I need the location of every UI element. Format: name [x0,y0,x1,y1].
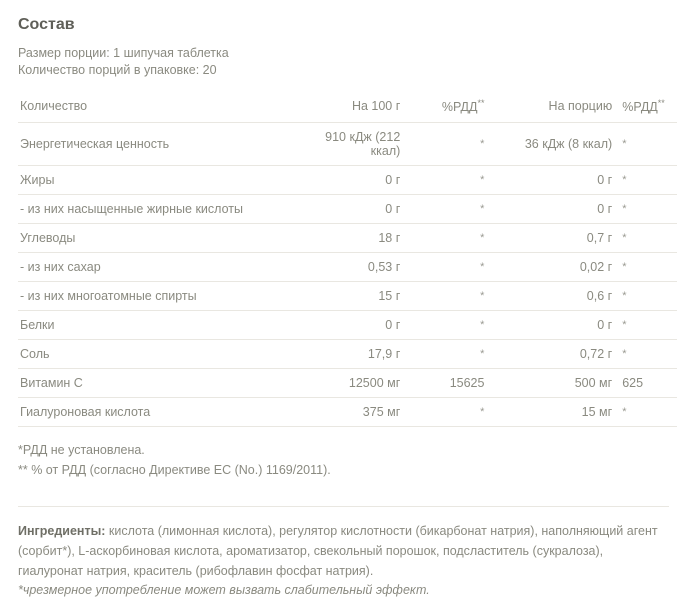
table-row [18,195,677,224]
ingredients-block [18,521,669,581]
table-row [18,398,677,427]
nutrient-name: - из них сахар [18,253,301,282]
nutrient-name: Углеводы [18,224,301,253]
nutrient-rda-serving: 625 [616,369,677,398]
nutrient-name: - из них многоатомные спирты [18,282,301,311]
nutrient-per-100g: 0 г [301,311,404,340]
table-row [18,282,677,311]
footnotes [18,441,673,480]
ingredients-text: кислота (лимонная кислота), регулятор кислотности (бикарбонат натрия), наполняющий агент (сорбит*), L-аскорбиновая кислота, ароматизатор, свекольный порошок, подсластитель (сукралоза), гиалуронат натрия, краситель (рибофлавин фосфат натрия). [18,523,658,578]
nutrient-rda-serving: * [616,311,677,340]
column-header-per-serving: На порцию [506,91,616,123]
nutrient-per-serving: 0,7 г [506,224,616,253]
column-header-per-100g: На 100 г [301,91,404,123]
nutrient-per-100g: 15 г [301,282,404,311]
nutrient-per-100g: 0,53 г [301,253,404,282]
ingredients-label: Ингредиенты: [18,523,106,538]
nutrient-rda-100g: * [404,398,506,427]
nutrient-rda-100g: 15625 [404,369,506,398]
nutrient-name: Гиалуроновая кислота [18,398,301,427]
nutrient-name: Витамин C [18,369,301,398]
page-title: Состав [18,16,75,33]
rda-sup-2: ** [657,98,665,108]
nutrient-rda-100g: * [404,340,506,369]
nutrient-rda-serving: * [616,340,677,369]
section-divider [18,506,669,507]
nutrient-rda-100g: * [404,253,506,282]
ingredients-warning: *чрезмерное употребление может вызвать слабительный эффект. [18,582,430,597]
nutrient-per-100g: 0 г [301,166,404,195]
nutrient-rda-100g: * [404,166,506,195]
nutrient-per-serving: 0 г [506,195,616,224]
nutrient-rda-serving: * [616,166,677,195]
nutrient-name: Жиры [18,166,301,195]
nutrient-rda-serving: * [616,398,677,427]
nutrient-per-serving: 0,72 г [506,340,616,369]
nutrient-per-serving: 0 г [506,311,616,340]
footnote-rda-not-established: *РДД не установлена. [18,443,145,458]
rda-sup-1: ** [477,98,485,108]
nutrient-name: Энергетическая ценность [18,123,301,166]
table-header-row [18,91,677,123]
nutrient-name: Белки [18,311,301,340]
nutrient-per-serving: 500 мг [506,369,616,398]
nutrient-per-100g: 12500 мг [301,369,404,398]
table-row [18,123,677,166]
table-row [18,311,677,340]
nutrient-rda-100g: * [404,224,506,253]
servings-per-container-line: Количество порций в упаковке: 20 [18,63,217,77]
nutrient-per-serving: 0 г [506,166,616,195]
nutrient-per-serving: 0,02 г [506,253,616,282]
nutrient-per-100g: 0 г [301,195,404,224]
nutrient-rda-serving: * [616,195,677,224]
rda-label-2: %РДД [622,100,658,115]
nutrient-rda-serving: * [616,224,677,253]
nutrient-rda-100g: * [404,282,506,311]
nutrient-rda-serving: * [616,123,677,166]
nutrient-rda-serving: * [616,253,677,282]
rda-label-1: %РДД [441,100,478,115]
table-row [18,340,677,369]
nutrient-name: - из них насыщенные жирные кислоты [18,195,301,224]
nutrient-per-serving: 0,6 г [506,282,616,311]
nutrient-per-100g: 17,9 г [301,340,404,369]
table-row [18,253,677,282]
column-header-rda-serving [616,91,677,123]
nutrient-per-100g: 18 г [301,224,404,253]
column-header-name: Количество [18,91,301,123]
table-row [18,224,677,253]
nutrient-per-serving: 36 кДж (8 ккал) [506,123,616,166]
nutrition-table [18,91,677,427]
nutrient-name: Соль [18,340,301,369]
table-row [18,369,677,398]
nutrient-per-serving: 15 мг [506,398,616,427]
table-row [18,166,677,195]
serving-size-line: Размер порции: 1 шипучая таблетка [18,46,229,60]
nutrient-rda-100g: * [404,123,506,166]
nutrient-rda-serving: * [616,282,677,311]
footnote-rda-directive: ** % от РДД (согласно Директиве ЕС (No.) 1169/2011). [18,462,331,477]
nutrient-rda-100g: * [404,195,506,224]
nutrient-per-100g: 375 мг [301,398,404,427]
nutrient-per-100g: 910 кДж (212 ккал) [301,123,404,166]
nutrient-rda-100g: * [404,311,506,340]
column-header-rda-100g [404,91,506,123]
